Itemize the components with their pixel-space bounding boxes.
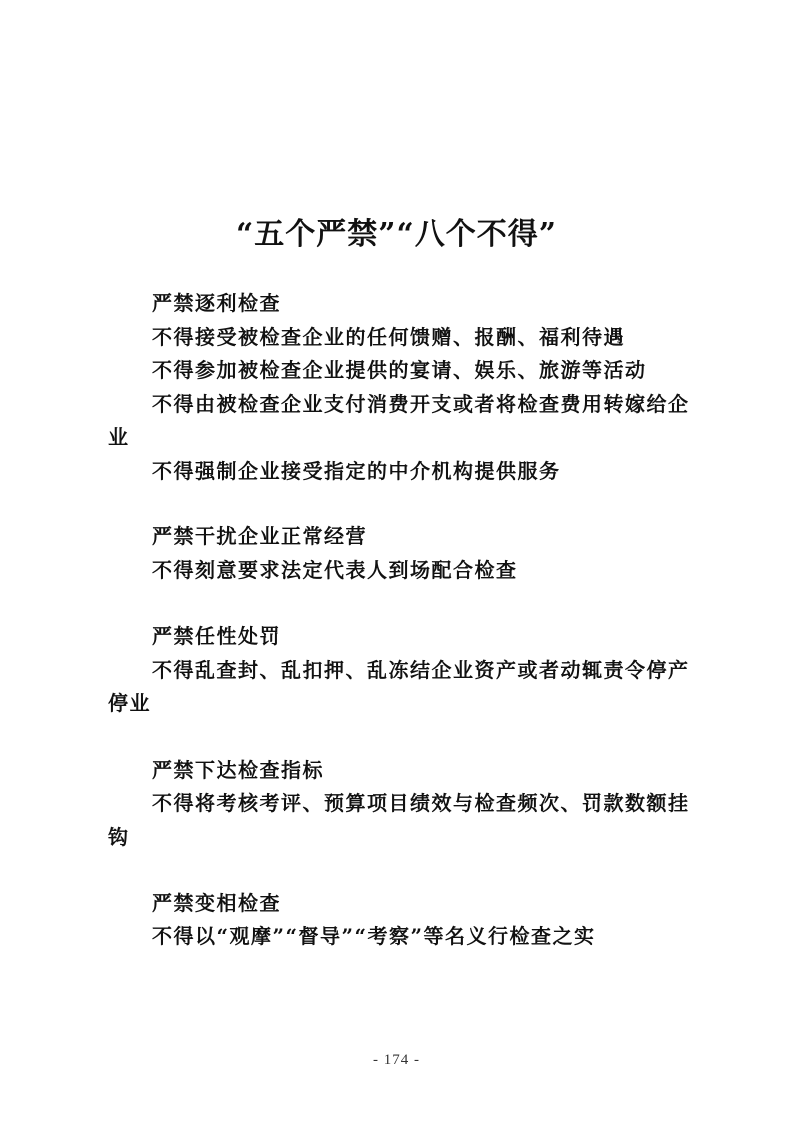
page-number: - 174 -: [373, 1052, 420, 1068]
list-item-continuation: 停业: [108, 691, 151, 715]
list-item: 不得乱查封、乱扣押、乱冻结企业资产或者动辄责令停产: [152, 658, 690, 682]
section-heading: 严禁逐利检查: [152, 291, 281, 315]
section-heading: 严禁下达检查指标: [152, 758, 324, 782]
list-item: 不得由被检查企业支付消费开支或者将检查费用转嫁给企: [152, 392, 690, 416]
list-item: 不得将考核考评、预算项目绩效与检查频次、罚款数额挂: [152, 791, 690, 815]
list-item: 不得强制企业接受指定的中介机构提供服务: [152, 459, 561, 483]
list-item: 不得接受被检查企业的任何馈赠、报酬、福利待遇: [152, 325, 625, 349]
list-item: 不得参加被检查企业提供的宴请、娱乐、旅游等活动: [152, 358, 647, 382]
list-item-continuation: 业: [108, 425, 130, 449]
list-item: 不得以“观摩”“督导”“考察”等名义行检查之实: [152, 924, 596, 948]
page-title: “五个严禁”“八个不得”: [235, 217, 558, 252]
list-item: 不得刻意要求法定代表人到场配合检查: [152, 558, 518, 582]
section-heading: 严禁变相检查: [152, 891, 281, 915]
section-heading: 严禁干扰企业正常经营: [152, 524, 367, 548]
list-item-continuation: 钩: [108, 825, 130, 849]
section-heading: 严禁任性处罚: [152, 624, 281, 648]
